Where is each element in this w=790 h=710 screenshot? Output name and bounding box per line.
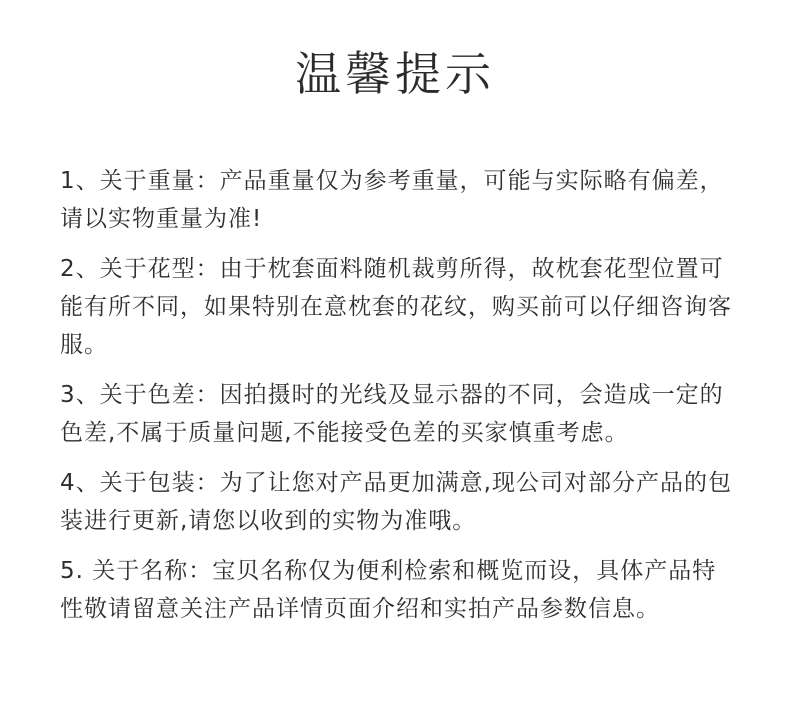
note-weight: 1、关于重量：产品重量仅为参考重量，可能与实际略有偏差，请以实物重量为准! <box>60 168 724 232</box>
note-packaging: 4、关于包装：为了让您对产品更加满意,现公司对部分产品的包装进行更新,请您以收到的实物为准哦。 <box>60 470 732 534</box>
notes-list <box>60 162 740 640</box>
note-color-difference: 3、关于色差：因拍摄时的光线及显示器的不同，会造成一定的色差,不属于质量问题,不能接受色差的买家慎重考虑。 <box>60 382 724 446</box>
page-title: 温馨提示 <box>295 47 495 101</box>
note-name: 5. 关于名称：宝贝名称仅为便利检索和概览而设，具体产品特性敬请留意关注产品详情页面介绍和实拍产品参数信息。 <box>60 558 717 622</box>
note-pattern: 2、关于花型：由于枕套面料随机裁剪所得，故枕套花型位置可能有所不同，如果特别在意枕套的花纹，购买前可以仔细咨询客服。 <box>60 256 732 358</box>
